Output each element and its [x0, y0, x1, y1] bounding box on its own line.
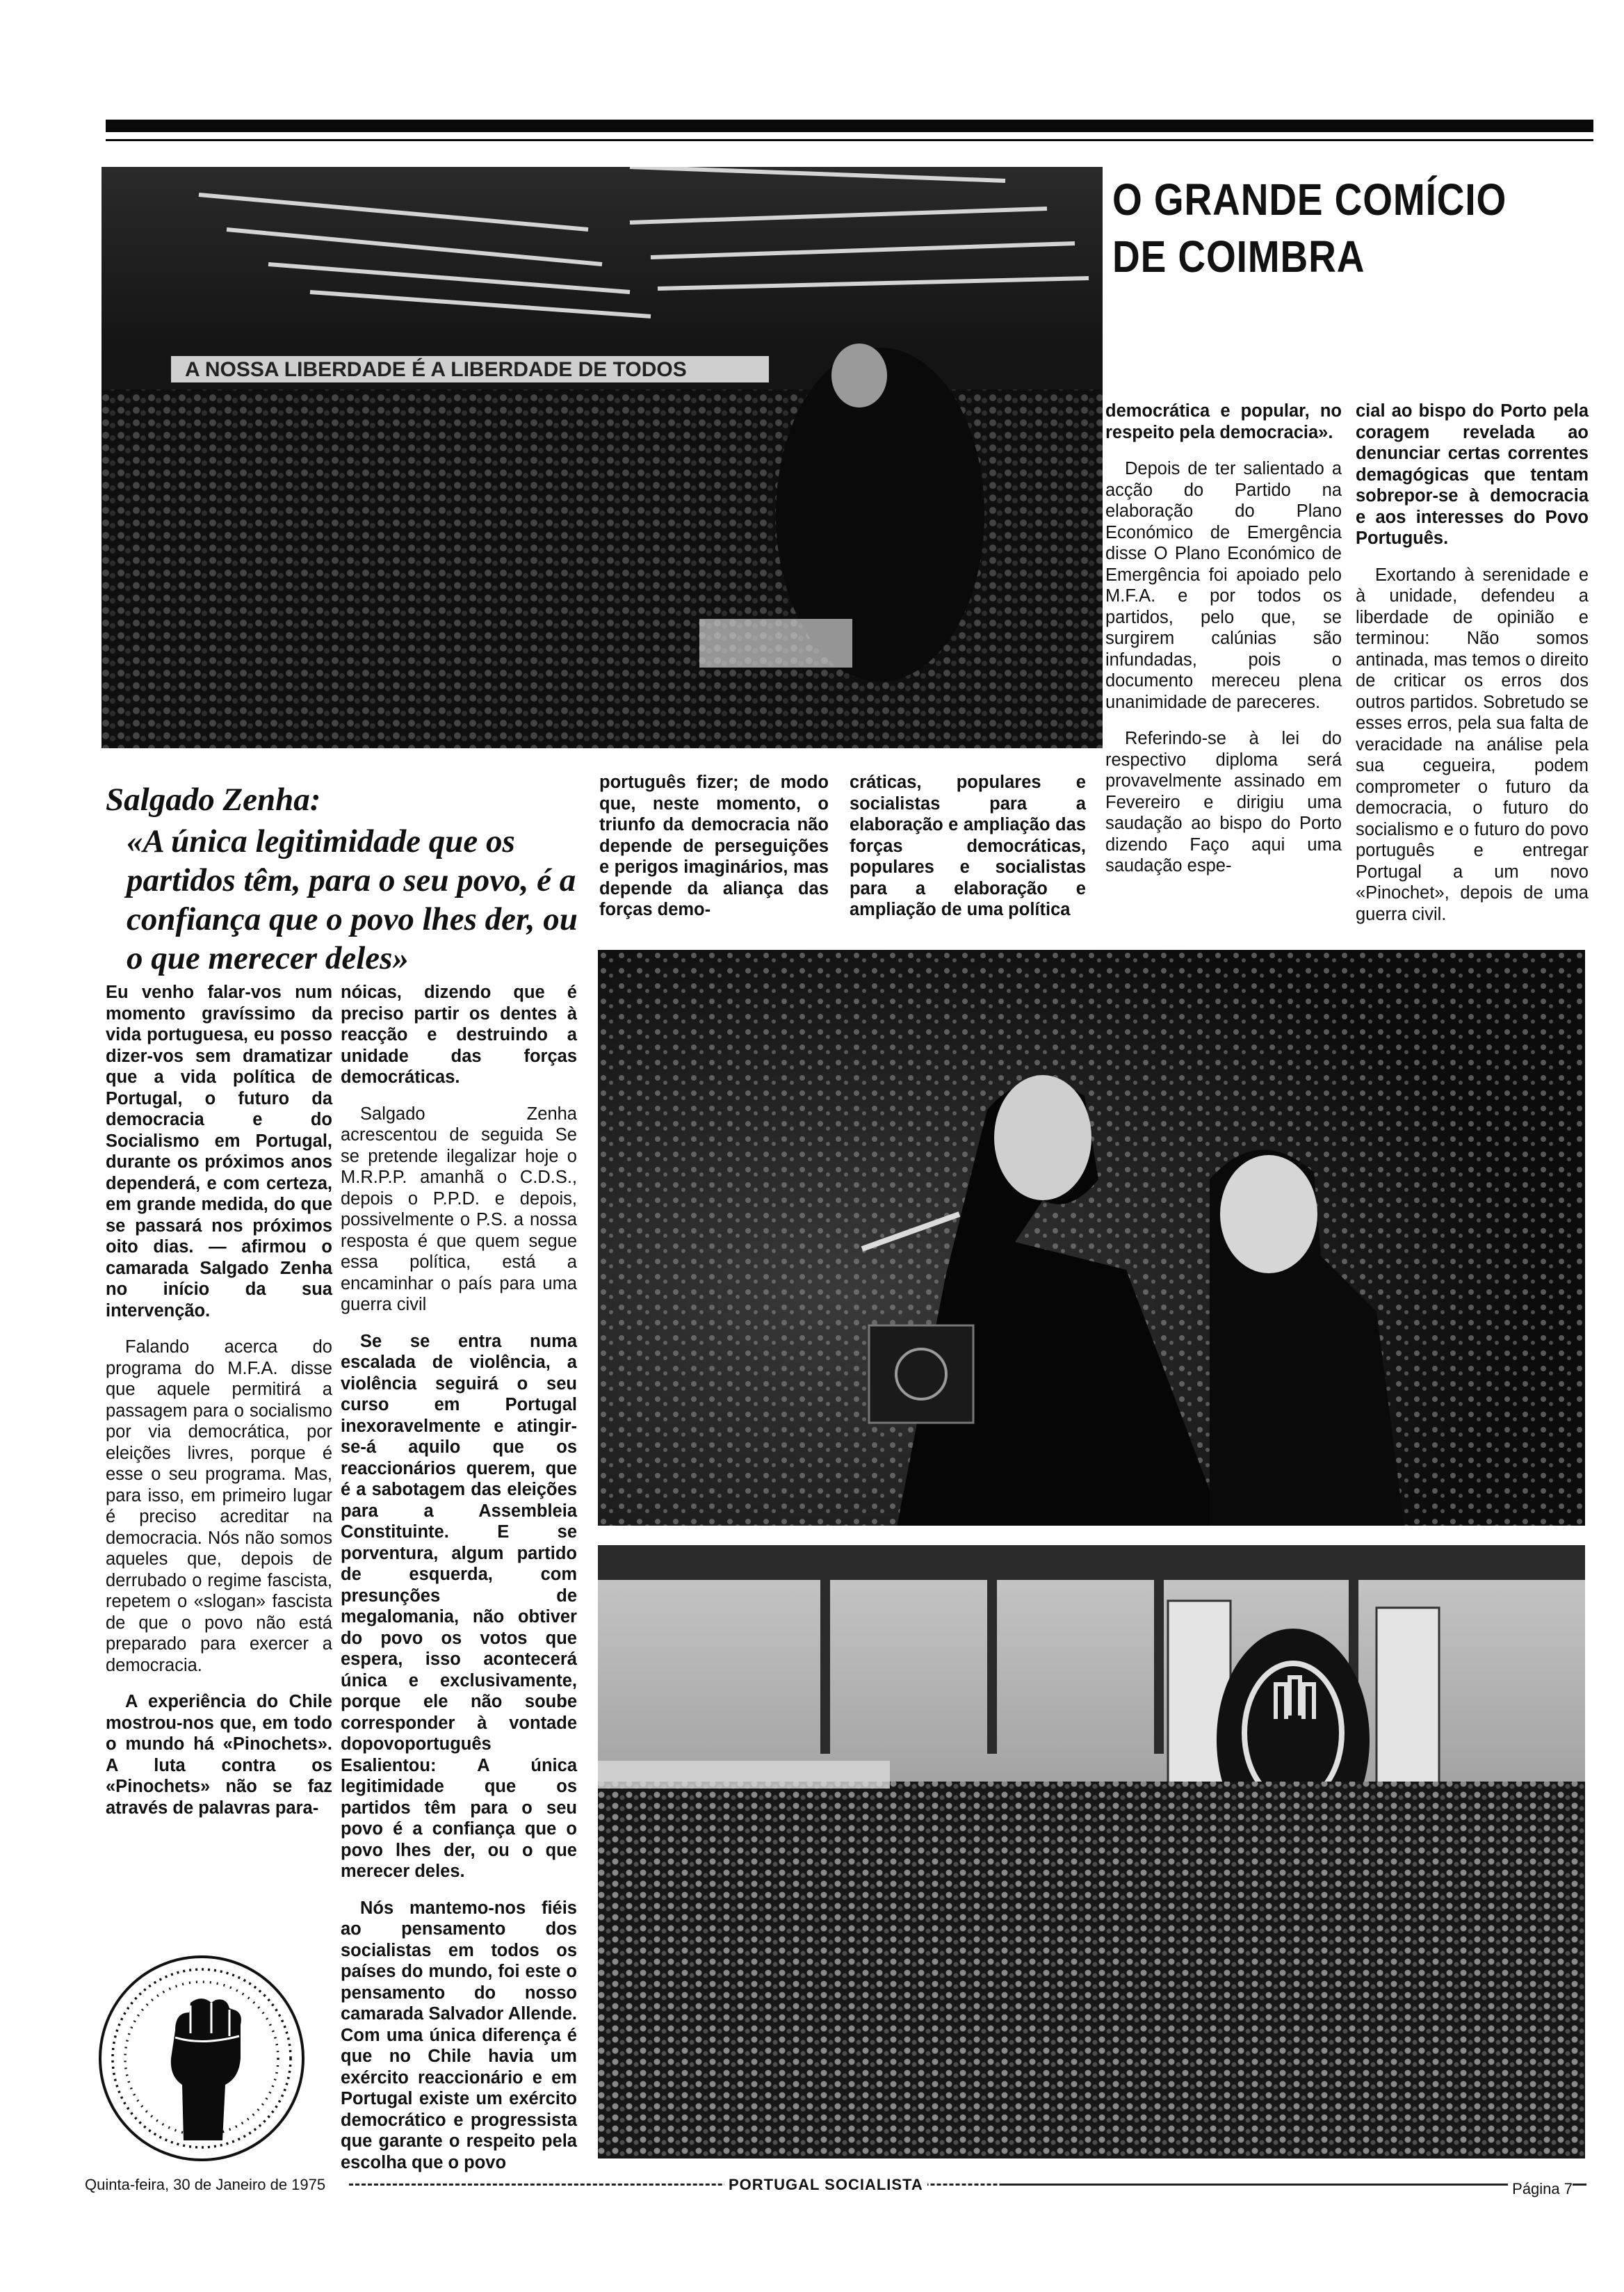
paragraph: Exortando à serenidade e à unidade, defendeu a liberdade de opinião e terminou: Não somos antinada, mas temos o direito de criticar os erros dos outros partidos. Sobretudo se esses erros, pela sua falta de veracidade na análise pela sua cegueira, podem comprometer o futuro da democracia, o futuro do socialismo e o futuro do povo português e entregar Portugal a um novo «Pinochet», depois de uma guerra civil. — [1356, 565, 1589, 924]
page-footer — [85, 2174, 1573, 2196]
column-left — [106, 982, 332, 1834]
paragraph: A experiência do Chile mostrou-nos que, em todo o mundo há «Pinochets». A luta contra os «Pinochets» não se faz através de palavras para- — [106, 1692, 332, 1818]
header-rule — [106, 120, 1593, 132]
footer-publication: PORTUGAL SOCIALISTA — [724, 2174, 927, 2196]
column-mid-a — [599, 772, 829, 936]
banner-text: A NOSSA LIBERDADE É A LIBERDADE DE TODOS — [185, 358, 687, 381]
footer-page-number: Página 7 — [1508, 2178, 1573, 2200]
deck — [106, 780, 578, 978]
photo-rally-hall — [102, 167, 1103, 748]
headline — [1112, 171, 1507, 285]
column-right-b — [1356, 401, 1589, 940]
paragraph: Nós mantemo-nos fiéis ao pensamento dos socialistas em todos os países do mundo, foi este o pensamento do nosso camarada Salvador Allende. Com uma única diferença é que no Chile havia um exército reaccionário e em Portugal existe um exército democrático e progressista que garante o respeito pela escolha que o povo — [341, 1898, 577, 2172]
photo-crowd-banners — [598, 1545, 1585, 2158]
headline-line2: DE COIMBRA — [1112, 232, 1365, 282]
paragraph: cial ao bispo do Porto pela coragem revelada ao denunciar certas correntes demagógicas que tentam sobrepor-se à democracia e aos interesses do Povo Português. — [1356, 401, 1589, 548]
paragraph: Depois de ter salientado a acção do Partido na elaboração do Plano Económico de Emergência disse O Plano Económico de Emergência foi apoiado pelo M.F.A. e por todos os partidos, pelo que, se surgirem calúnias são infundadas, pois o documento mereceu plena unanimidade de pareceres. — [1105, 459, 1342, 712]
paragraph: democrática e popular, no respeito pela democracia». — [1105, 401, 1342, 442]
header-rule-thin — [106, 139, 1593, 141]
paragraph: nóicas, dizendo que é preciso partir os dentes à reacção e destruindo a unidade das forças democráticas. — [341, 983, 577, 1087]
paragraph: Se se entra numa escalada de violência, a violência seguirá o seu curso em Portugal inexoravelmente e atingir-se-á aquilo que os reaccionários querem, que é a sabotagem das eleições para a Assembleia Constituinte. E se porventura, algum partido de esquerda, com presunções de megalomania, não obtiver do povo os votos que espera, isso acontecerá única e exclusivamente, porque ele não soube corresponder à vontade dopovoportuguês Esalientou: A única legitimidade que os partidos têm para o seu povo é a confiança que o povo lhes der, ou o que merecer deles. — [341, 1331, 577, 1881]
column-mid-b — [850, 772, 1086, 936]
deck-speaker: Salgado Zenha: — [106, 782, 321, 818]
footer-date: Quinta-feira, 30 de Janeiro de 1975 — [85, 2174, 330, 2196]
paragraph: Eu venho falar-vos num momento gravíssimo da vida portuguesa, eu posso dizer-vos sem dramatizar que a vida política de Portugal, o futuro da democracia e do Socialismo em Portugal, durante os próximos anos dependerá, e com certeza, em grande medida, do que se passará nos próximos oito dias. — afirmou o camarada Salgado Zenha no início da sua intervenção. — [106, 983, 332, 1321]
headline-line1: O GRANDE COMÍCIO — [1112, 175, 1507, 225]
paragraph: Salgado Zenha acrescentou de seguida Se se pretende ilegalizar hoje o M.R.P.P. amanhã o C.D.S., depois o P.P.D. e depois, possivelmente o P.S. a nossa resposta é que quem segue essa política, está a encaminhar o país para uma guerra civil — [341, 1104, 577, 1314]
paragraph: português fizer; de modo que, neste momento, o triunfo da democracia não depende de perseguições e perigos imaginários, mas depende da aliança das forças demo- — [599, 773, 829, 919]
paragraph: Falando acerca do programa do M.F.A. disse que aquele permitirá a passagem para o socialismo por via democrática, por eleições livres, porque é esse o seu programa. Mas, para isso, em primeiro lugar é preciso acreditar na democracia. Nós não somos aqueles que, depois de derrubado o regime fascista, repetem o «slogan» fascista de que o povo não está preparado para exercer a democracia. — [106, 1337, 332, 1675]
paragraph: cráticas, populares e socialistas para a elaboração e ampliação das forças democráticas, populares e socialistas para a elaboração e ampliação de uma política — [850, 773, 1086, 919]
column-right-a — [1105, 401, 1342, 892]
paragraph: Referindo-se à lei do respectivo diploma será provavelmente assinado em Fevereiro e dirigiu uma saudação ao bispo do Porto dizendo Faço aqui uma saudação espe- — [1105, 729, 1342, 875]
footer-rule-solid — [1002, 2184, 1586, 2186]
column-second — [341, 982, 577, 2188]
socialist-fist-logo — [97, 1954, 306, 2163]
deck-quote: «A única legitimidade que os partidos têm, para o seu povo, é a confiança que o povo lhes der, ou o que merecer deles» — [127, 823, 578, 976]
photo-speaker — [598, 950, 1585, 1526]
